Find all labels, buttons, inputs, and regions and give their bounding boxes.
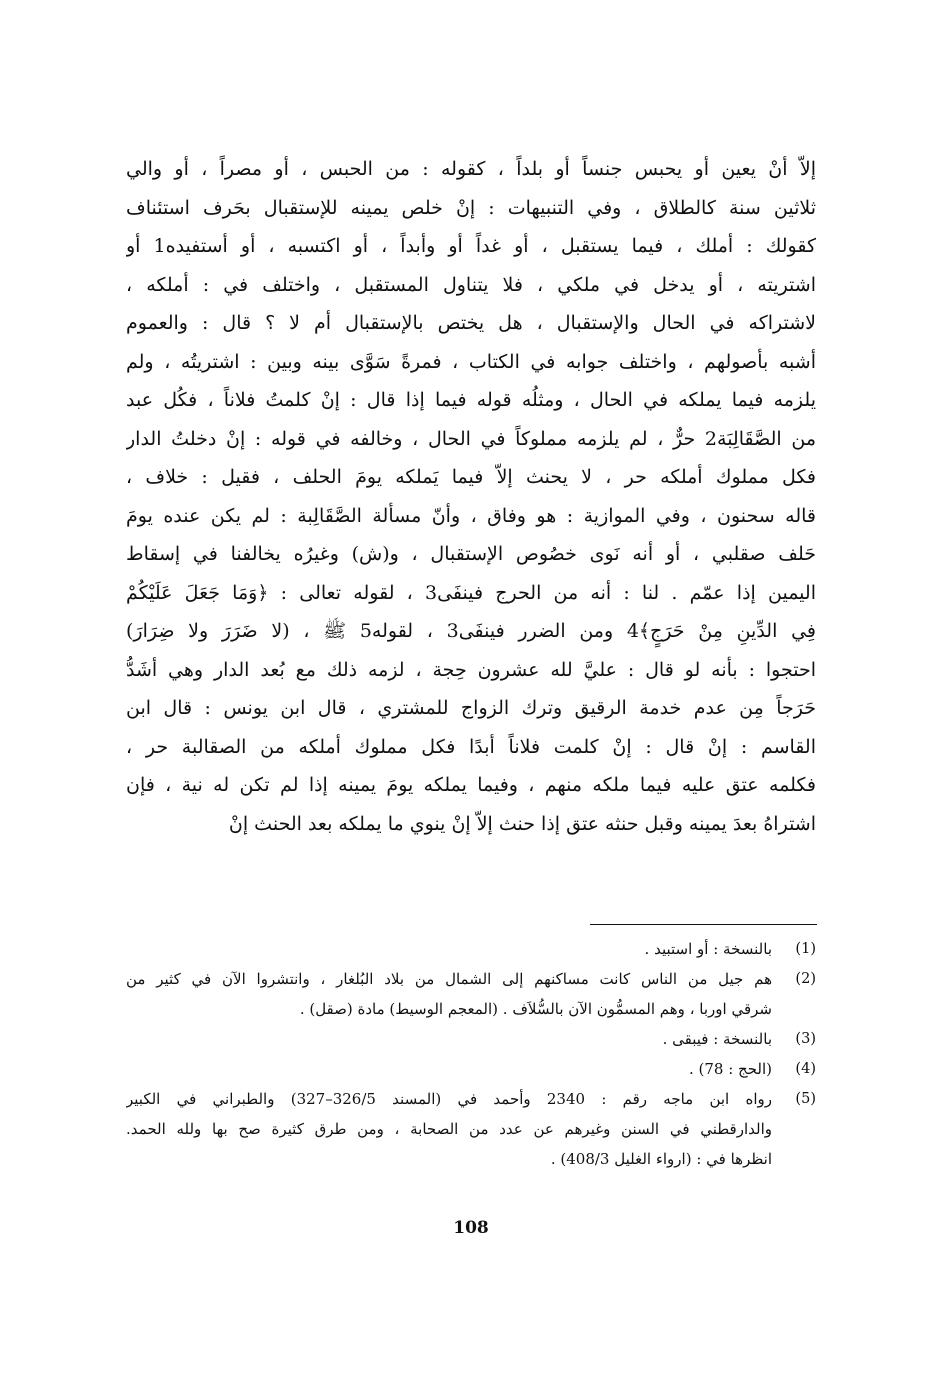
footnotes (126, 934, 816, 1174)
footnote-number: (2) (795, 971, 816, 987)
text-line: اشتريته ، أو يدخل في ملكي ، فلا يتناول المستقبل ، واختلف في : أملكه ، (126, 273, 816, 296)
footnote-text (126, 934, 772, 964)
text-line: فكل مملوك أملكه حر ، لا يحنث إلاّ فيما يَملكه يومَ الحلف ، فقيل : خلاف ، (126, 466, 816, 488)
text-line: القاسم : إنْ قال : إنْ كلمت فلاناً أبدًا فكل مملوك أملكه من الصقالبة حر ، (126, 735, 816, 758)
text-line: احتجوا : بأنه لو قال : عليَّ لله عشرون حِجة ، لزمه ذلك مع بُعد الدار وهي أشَدُّ (126, 658, 816, 681)
text-line: من الصَّقَالِبَة2 حرٌّ ، لم يلزمه مملوكاً في الحال ، وخالفه في قوله : إنْ دخلتُ الدار (126, 427, 816, 450)
footnote (126, 1054, 816, 1084)
footnote-line: شرقي اوربا ، وهم المسمُّون الآن بالسُّلاَف . (المعجم الوسيط) مادة (صقل) . (299, 1000, 772, 1018)
footnote-text (126, 1024, 772, 1054)
footnote-line: والدارقطني في السنن وغيرهم عن عدد من الصحابة ، ومن طرق كثيرة صح بها ولله الحمد. (126, 1120, 772, 1138)
footnote-number: (3) (795, 1031, 816, 1047)
footnote-line: هم جيل من الناس كانت مساكنهم إلى الشمال من بلاد البُلغار ، وانتشروا الآن في كثير من (126, 970, 772, 988)
text-line: قاله سحنون ، وفي الموازية : هو وفاق ، وأنّ مسألة الصَّقَالِبة : لم يكن عنده يومَ (126, 504, 816, 527)
text-line: كقولك : أملك ، فيما يستقبل ، أو غداً أو وأبداً ، أو اكتسبه ، أو أستفيده1 أو (126, 235, 816, 257)
footnote-text (126, 1054, 772, 1084)
page-number: 108 (453, 1218, 489, 1238)
footnote-number: (1) (795, 941, 816, 957)
text-line: اليمين إذا عمّم . لنا : أنه من الحرج فينفَى3 ، لقوله تعالى : ﴿وَمَا جَعَلَ عَلَيْكُمْ (126, 581, 816, 604)
footnote-separator (590, 924, 817, 925)
footnote-line: انظرها في : (ارواء الغليل 408/3) . (550, 1150, 772, 1168)
footnote-line: (الحج : 78) . (688, 1060, 772, 1078)
footnote-text (126, 964, 772, 1024)
footnote-line: رواه ابن ماجه رقم : 2340 وأحمد في (المسند 326/5–327) والطبراني في الكبير (126, 1090, 772, 1108)
text-line: حَلف صقلبي ، أو أنه نَوى خصُوص الإستقبال ، و(ش) وغيرُه يخالفنا في إسقاط (126, 543, 816, 565)
text-line: اشتراهُ بعدَ يمينه وقبل حنثه عتق إذا حنث إلاّ إنْ ينوي ما يملكه بعد الحنث إنْ (228, 812, 816, 835)
footnote-text (126, 1084, 772, 1174)
footnote (126, 1084, 816, 1174)
text-line: إلاّ أنْ يعين أو يحبس جنساً أو بلداً ، كقوله : من الحبس ، أو مصراً ، أو والي (126, 158, 816, 180)
footnote (126, 934, 816, 964)
footnote (126, 1024, 816, 1054)
footnote-number: (5) (795, 1091, 816, 1107)
text-line: حَرَجاً مِن عدم خدمة الرقيق وترك الزواج للمشتري ، قال ابن يونس : قال ابن (126, 697, 816, 719)
text-line: أشبه بأصولهم ، واختلف جوابه في الكتاب ، فمرةً سَوَّى بينه وبين : اشتريتُه ، ولم (126, 350, 816, 373)
footnote (126, 964, 816, 1024)
footnote-line: بالنسخة : أو استبيد . (644, 940, 772, 958)
text-line: يلزمه فيما يملكه في الحال ، ومثلُه قوله فيما إذا قال : إنْ كلمتُ فلاناً ، فكُل عبد (126, 389, 816, 411)
text-line: فِي الدِّينِ مِنْ حَرَجٍ﴾4 ومن الضرر فينفَى3 ، لقوله5 ﷺ ، (لا ضَرَرَ ولا ضِرَارَ) (126, 620, 816, 642)
text-line: فكلمه عتق عليه فيما ملكه منهم ، وفيما يملكه يومَ يمينه إذا لم تكن له نية ، فإن (126, 774, 816, 796)
main-text (126, 150, 816, 843)
text-line: ثلاثين سنة كالطلاق ، وفي التنبيهات : إنْ خلص يمينه للإستقبال بحَرف استئناف (126, 196, 816, 219)
footnote-line: بالنسخة : فيبقى . (662, 1030, 772, 1048)
text-line: لاشتراكه في الحال والإستقبال ، هل يختص بالإستقبال أم لا ؟ قال : والعموم (126, 312, 816, 334)
footnote-number: (4) (795, 1061, 816, 1077)
